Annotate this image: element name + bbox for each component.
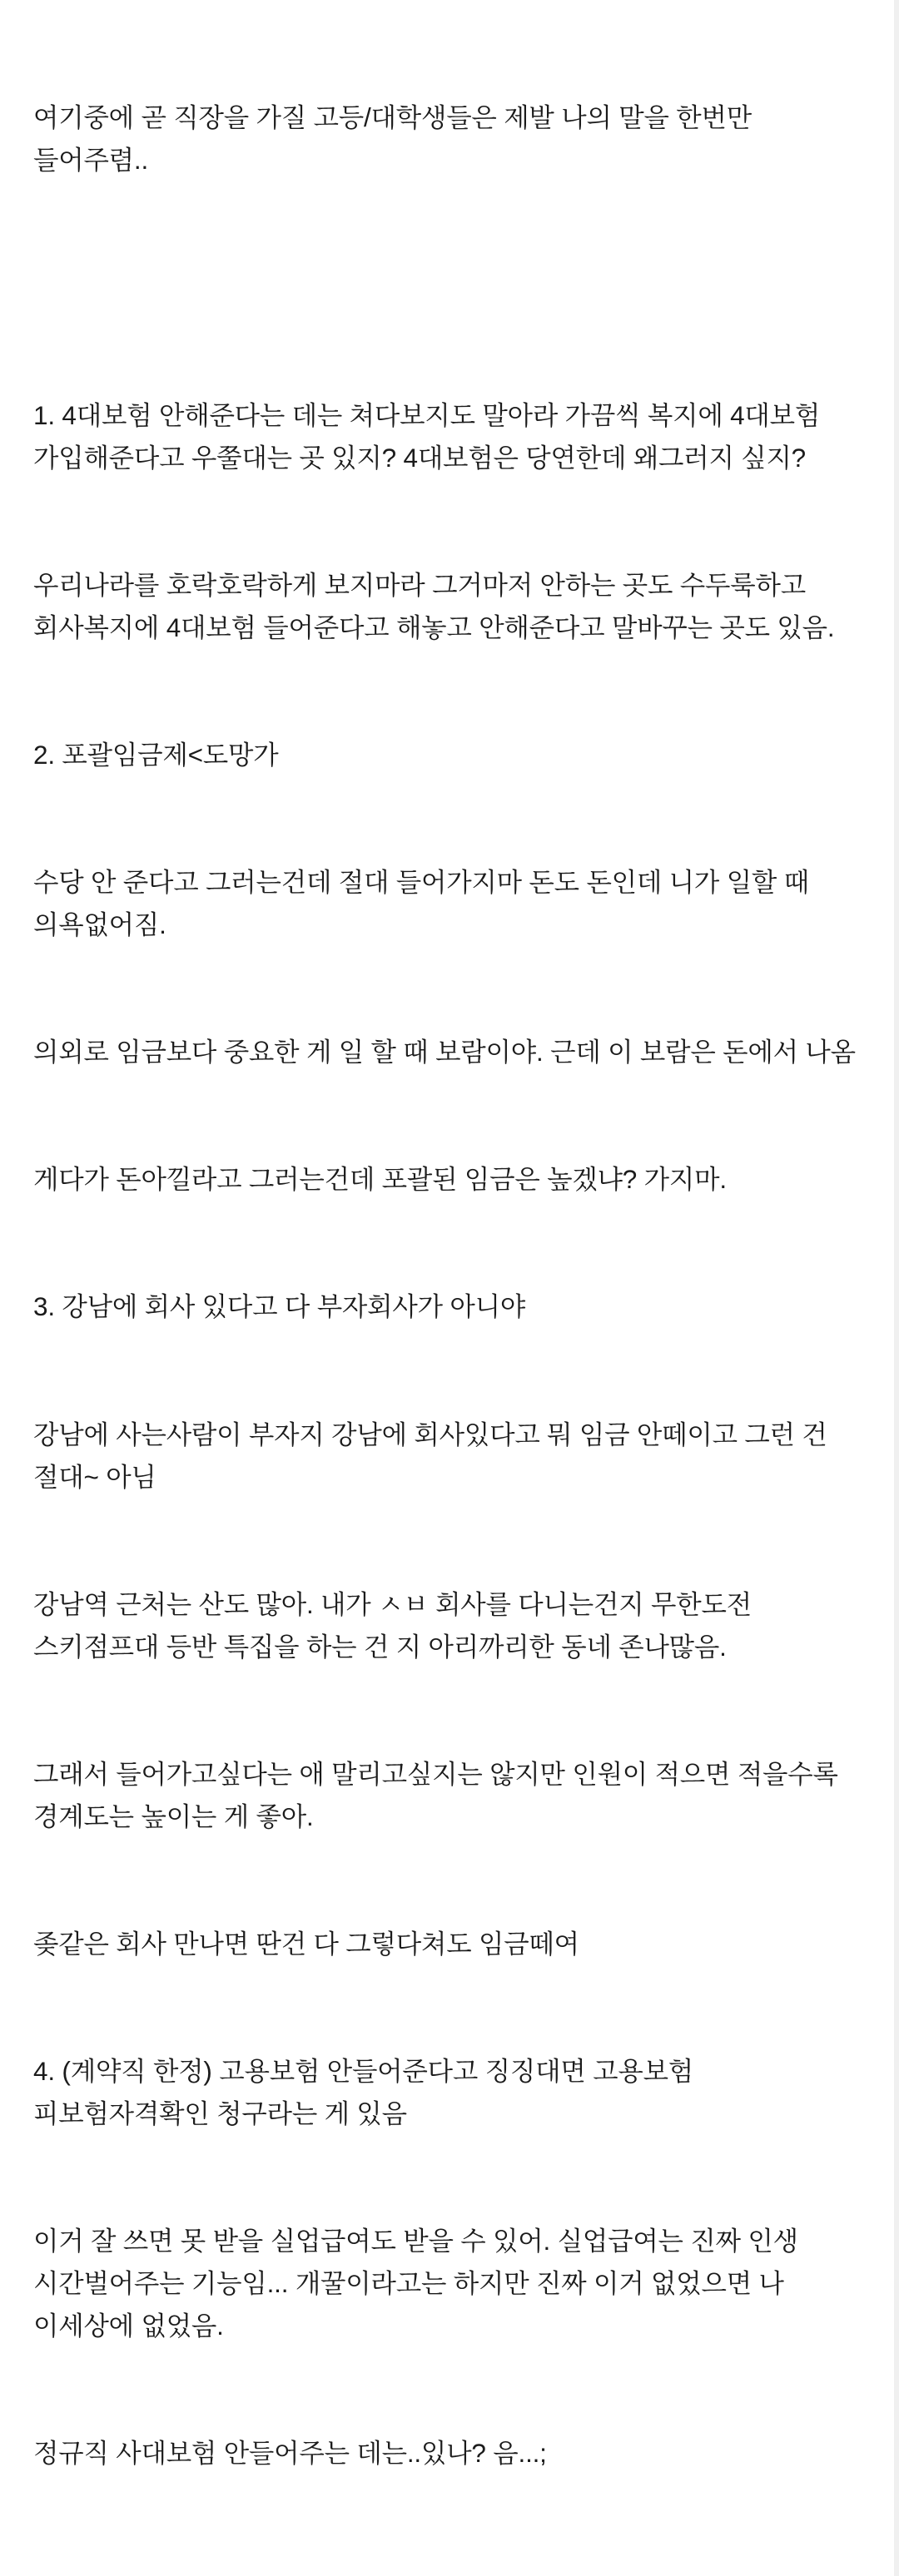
post-paragraph-3-body-b: 강남역 근처는 산도 많아. 내가 ㅅㅂ 회사를 다니는건지 무한도전 스키점프대 등반 특집을 하는 건 지 아리까리한 동네 존나많음.	[33, 1588, 759, 1662]
paragraph-spacer	[33, 266, 869, 310]
post-paragraph-4-body: 이거 잘 쓰면 못 받을 실업급여도 받을 수 있어. 실업급여는 진짜 인생 시간벌어주는 기능임... 개꿀이라고는 하지만 진짜 이거 없었으면 나 이세상에 없었음.	[33, 2225, 806, 2341]
post-paragraph-1-heading: 1. 4대보험 안해준다는 데는 쳐다보지도 말아라 가끔씩 복지에 4대보험 가입해준다고 우쭐대는 곳 있지? 4대보험은 당연한데 왜그러지 싶지?	[33, 400, 827, 473]
post-paragraph-1-body: 우리나라를 호락호락하게 보지마라 그거마저 안하는 곳도 수두룩하고 회사복지에 4대보험 들어준다고 해놓고 안해준다고 말바꾸는 곳도 있음.	[33, 570, 835, 643]
post-paragraph-2-heading: 2. 포괄임금제<도망가	[33, 740, 279, 770]
scroll-rail[interactable]	[894, 0, 899, 2576]
post-paragraph-3-body-d: 좆같은 회사 만나면 딴건 다 그렇다쳐도 임금떼여	[33, 1928, 579, 1959]
post-paragraph-2-body-b: 의외로 임금보다 중요한 게 일 할 때 보람이야. 근데 이 보람은 돈에서 나옴	[33, 1037, 856, 1068]
post-paragraph-closing: 정규직 사대보험 안들어주는 데는..있나? 음...;	[33, 2437, 547, 2468]
post-paragraph-3-body-a: 강남에 사는사람이 부자지 강남에 회사있다고 뭐 임금 안떼이고 그런 건 절대~ 아님	[33, 1419, 835, 1492]
post-paragraph-2-body-c: 게다가 돈아낄라고 그러는건데 포괄된 임금은 높겠냐? 가지마.	[33, 1164, 727, 1195]
post-paragraph-3-heading: 3. 강남에 회사 있다고 다 부자회사가 아니야	[33, 1291, 526, 1322]
post-paragraph-4-heading: 4. (계약직 한정) 고용보험 안들어준다고 징징대면 고용보험 피보험자격확인 청구라는 게 있음	[33, 2055, 701, 2128]
post-paragraph-intro: 여기중에 곧 직장을 가질 고등/대학생들은 제발 나의 말을 한번만 들어주렴..	[33, 102, 759, 176]
post-paragraph-2-body-a: 수당 안 준다고 그러는건데 절대 들어가지마 돈도 돈인데 니가 일할 때 의욕없어짐.	[33, 867, 817, 940]
post-paragraph-3-body-c: 그래서 들어가고싶다는 애 말리고싶지는 않지만 인원이 적으면 적을수록 경계도는 높이는 게 좋아.	[33, 1758, 846, 1831]
post-body	[33, 12, 869, 2559]
